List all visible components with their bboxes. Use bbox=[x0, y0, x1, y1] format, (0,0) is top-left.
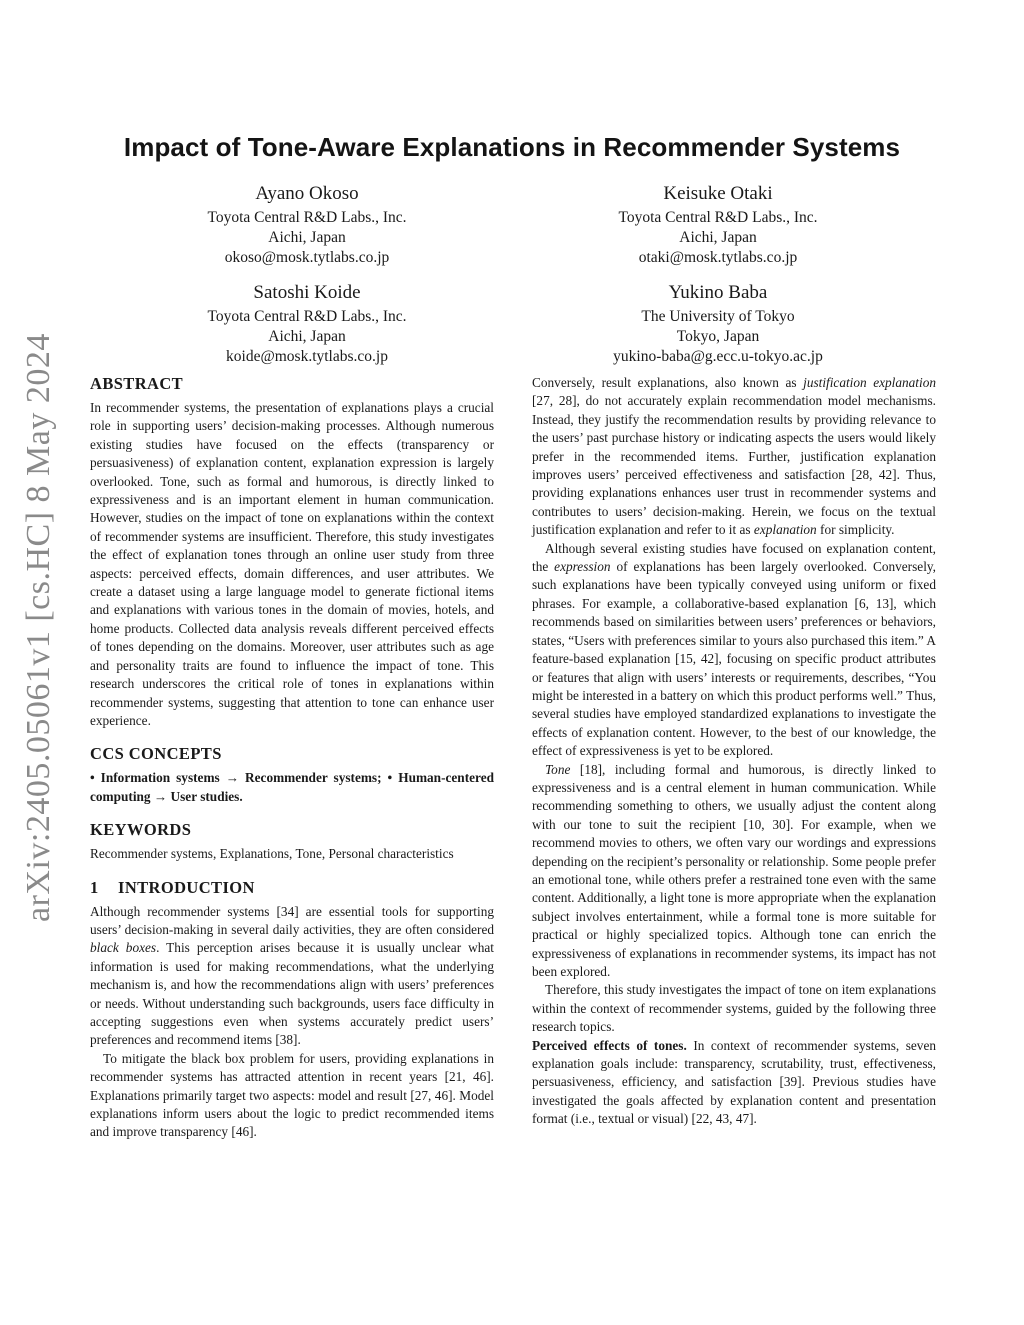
author-location: Aichi, Japan bbox=[268, 229, 346, 246]
section-title: INTRODUCTION bbox=[118, 877, 255, 897]
text-run: Although recommender systems [34] are essential tools for supporting users’ decision-making in several daily activities, they are often considered bbox=[90, 903, 494, 937]
author-email[interactable]: otaki@mosk.tytlabs.co.jp bbox=[638, 249, 798, 266]
text-run: Conversely, result explanations, also known as bbox=[532, 375, 804, 390]
author-affiliation: Toyota Central R&D Labs., Inc. bbox=[207, 308, 407, 325]
author-location: Aichi, Japan bbox=[268, 328, 346, 345]
intro-paragraph: Therefore, this study investigates the impact of tone on item explanations within the context of recommender systems, guided by the following three research topics. bbox=[532, 982, 936, 1035]
text-run: . This perception arises because it is usually unclear what information is used for making recommendations, what the underlying mechanism is, and how the recommendations align with users’ preferences or needs. Without understanding such backgrounds, users face difficulty in accepting suggestions even when systems accurately predict users’ preferences and recommend items [38]. bbox=[90, 940, 494, 1048]
intro-paragraph bbox=[90, 903, 494, 1050]
abstract-heading: ABSTRACT bbox=[90, 374, 184, 393]
intro-paragraph bbox=[532, 761, 936, 982]
emphasis: Tone bbox=[545, 761, 571, 777]
intro-paragraph bbox=[532, 374, 936, 540]
author-email[interactable]: okoso@mosk.tytlabs.co.jp bbox=[224, 249, 390, 266]
keywords-heading: KEYWORDS bbox=[90, 820, 192, 840]
author-name: Keisuke Otaki bbox=[663, 183, 773, 204]
section-number: 1 bbox=[90, 877, 99, 897]
author-email[interactable]: koide@mosk.tytlabs.co.jp bbox=[226, 348, 388, 365]
intro-paragraph: To mitigate the black box problem for users, providing explanations in recommender systems has attracted attention in recent years [21, 46]. Explanations primarily target two aspects: model and result [27, 46]. Model explanations inform users about the logic to predict recommended items and improve transparency [46]. bbox=[90, 1050, 494, 1140]
author-affiliation: The University of Tokyo bbox=[641, 308, 795, 325]
emphasis: justification explanation bbox=[803, 375, 936, 390]
author-email[interactable]: yukino-baba@g.ecc.u-tokyo.ac.jp bbox=[613, 348, 823, 365]
keywords-text: Recommender systems, Explanations, Tone, Personal characteristics bbox=[90, 846, 454, 862]
emphasis: black boxes bbox=[90, 940, 157, 956]
intro-paragraph bbox=[532, 1037, 936, 1129]
author-name: Ayano Okoso bbox=[255, 183, 359, 204]
author-location: Aichi, Japan bbox=[679, 229, 757, 246]
intro-paragraph bbox=[532, 540, 936, 761]
text-run: [27, 28], do not accurately explain recommendation model mechanisms. Instead, they justify the recommendation results by providing relevance to the users’ past purchase history or indicating aspects the users would likely prefer in the recommended items. Further, justification explanation improves users’ perceived effectiveness and satisfaction [28, 42]. Thus, providing explanations enhances user trust in recommender systems and contributes to users’ decision-making. Herein, we focus on the textual justification explanation and refer to it as bbox=[532, 393, 936, 538]
text-run: Although several existing studies have focused on explanation content, the bbox=[532, 540, 936, 575]
author-block bbox=[117, 182, 497, 268]
author-location: Tokyo, Japan bbox=[676, 328, 760, 345]
emphasis: expression bbox=[554, 559, 611, 575]
emphasis: explanation bbox=[753, 522, 817, 538]
left-column bbox=[90, 374, 494, 1142]
author-block bbox=[528, 281, 908, 367]
author-block bbox=[528, 182, 908, 268]
text-run: of explanations has been largely overlooked. Conversely, such explanations have been typically conveyed using uniform or fixed phrases. For example, a collaborative-based explanation [6, 13], which recommends based on similarities between users’ preferences or behaviors, states, “Users with preferences similar to yours also purchased this item.” A feature-based explanation [15, 42], focusing on specific product attributes or features that align with users’ interests or requirements, describes, “You might be interested in a battery on which this product performs well.” Thus, several studies have employed standardized explanations to investigate the effects of explanation content. However, to the best of our knowledge, the effect of expressiveness is yet to be explored. bbox=[532, 559, 936, 759]
author-name: Yukino Baba bbox=[668, 282, 768, 303]
author-block bbox=[117, 281, 497, 367]
author-affiliation: Toyota Central R&D Labs., Inc. bbox=[618, 209, 818, 226]
abstract-text: In recommender systems, the presentation of explanations plays a crucial role in supporting users’ decision-making processes. Although numerous existing studies have focused on the effects (transparency or persuasiveness) of explanation content, explanation expression is largely overlooked. Tone, such as formal and humorous, is directly linked to expressiveness and is an important element in human communication. However, studies on the impact of tone on explanations within the context of recommender systems are insufficient. Therefore, this study investigates the effect of explanation tones through an online user study from three aspects: perceived effects, domain differences, and user attributes. We create a dataset using a large language model to generate fictional items and explanations with various tones in the domain of movies, hotels, and home products. Collected data analysis reveals different perceived effects of tones depending on the domains. Moreover, user attributes such as age and personality traits are found to influence the impact of tone. This research underscores the critical role of tones in explanations within recommender systems, suggesting that attention to tone can enhance user experience. bbox=[90, 400, 494, 728]
run-in-heading: Perceived effects of tones. bbox=[532, 1037, 687, 1053]
introduction-heading bbox=[90, 878, 494, 898]
author-name: Satoshi Koide bbox=[253, 282, 361, 303]
author-affiliation: Toyota Central R&D Labs., Inc. bbox=[207, 209, 407, 226]
arxiv-identifier[interactable]: arXiv:2405.05061v1 [cs.HC] 8 May 2024 bbox=[20, 333, 57, 922]
text-run: [18], including formal and humorous, is directly linked to expressiveness and is a central element in human communication. While recommending something to others, we usually adjust the content along with our tone to suit the recipient [10, 30]. For example, when we recommend movies to others, we often vary our wordings and expressions depending on the recipient’s personality or relationship. Some people prefer an emotional tone, while others prefer a restrained tone even with the same content. Additionally, a light tone is more appropriate when the explanation subject involves entertainment, while a formal tone is more suitable for practical or highly specialized topics. Although tone can enrich the expressiveness of explanations in recommender systems, its impact has not been explored. bbox=[532, 761, 936, 979]
text-run: for simplicity. bbox=[816, 522, 895, 538]
paper-title: Impact of Tone-Aware Explanations in Recommender Systems bbox=[123, 132, 901, 162]
text-run: In context of recommender systems, seven explanation goals include: transparency, scrutability, trust, effectiveness, persuasiveness, efficiency, and satisfaction [39]. Previous studies have investigated the goals affected by explanation content and presentation format (i.e., textual or visual) [22, 43, 47]. bbox=[532, 1037, 936, 1127]
right-column bbox=[532, 374, 936, 1129]
ccs-concepts: • Information systems → Recommender systems; • Human-centered computing → User studies. bbox=[90, 770, 494, 804]
ccs-heading: CCS CONCEPTS bbox=[90, 744, 222, 764]
